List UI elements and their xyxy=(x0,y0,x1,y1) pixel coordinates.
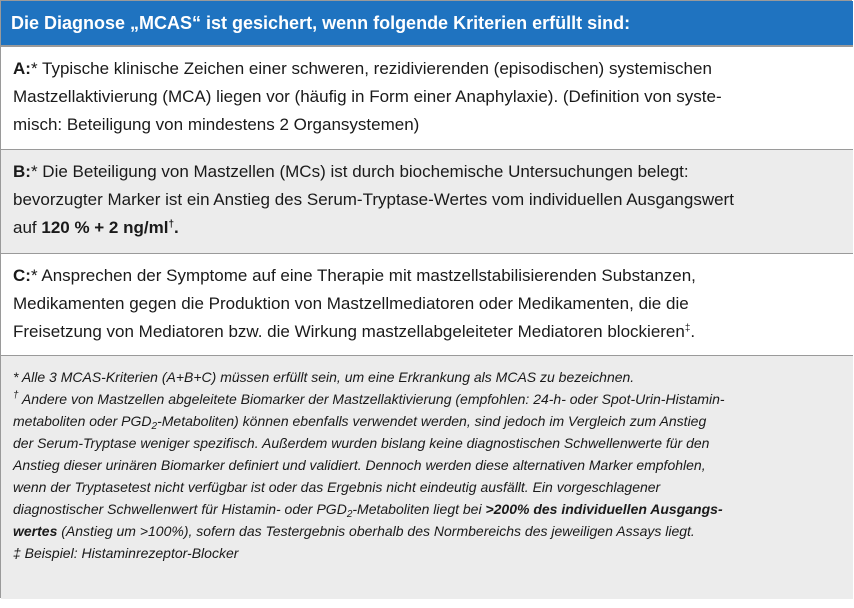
criterion-b xyxy=(1,149,853,253)
criterion-c-line-1: C:* Ansprechen der Symptome auf eine Therapie mit mastzellstabilisierenden Substanzen, xyxy=(13,266,696,285)
criterion-b-line-2: bevorzugter Marker ist ein Anstieg des Serum-Tryptase-Wertes vom individuellen Ausgangswert xyxy=(13,190,734,209)
criterion-a-line-3: misch: Beteiligung von mindestens 2 Organsystemen) xyxy=(13,115,420,134)
criterion-c-line-2: Medikamenten gegen die Produktion von Mastzellmediatoren oder Medikamenten, die die xyxy=(13,294,689,313)
table-header xyxy=(1,1,853,45)
footnotes xyxy=(1,355,853,599)
histamine-threshold: >200% des individuellen Ausgangs- xyxy=(485,501,723,517)
footnote-dagger-mark: † xyxy=(13,390,19,401)
header-title: Die Diagnose „MCAS“ ist gesichert, wenn folgende Kriterien erfüllt sind: xyxy=(11,13,631,33)
footnote-ddagger: ‡ Beispiel: Histaminrezeptor-Blocker xyxy=(13,545,239,561)
footnote-dagger: † Andere von Mastzellen abgeleitete Biomarker der Mastzellaktivierung (empfohlen: 24-h- oder Spot-Urin-Histamin- metaboliten oder $PGD_2-Metaboliten$) können ebenfalls verwendet werden, sind jedoch im Vergleich zum Anstieg der Serum-Tryptase weniger spezifisch. Außerdem wurden bislang keine diagnostischen Schwellenwerte für den Anstieg dieser urinären Biomarker definiert und validiert. Dennoch werden diese alternativen Marker empfohlen, wenn der Tryptasetest nicht verfügbar ist oder das Ergebnis nicht eindeutig ausfällt. Ein vorgeschlagener diagnostischer Schwellenwert für Histamin- oder $PGD_2$-Metaboliten liegt bei >200% des individuellen Ausgangs- wertes (Anstieg um >100%), sofern das Testergebnis oberhalb des Normbereichs des jeweiligen Assays liegt. xyxy=(13,390,725,539)
criterion-b-marker: * xyxy=(30,162,38,181)
tryptase-threshold: 120 % + 2 ng/ml xyxy=(41,218,169,237)
criterion-c-line-3: Freisetzung von Mediatoren bzw. die Wirkung mastzellabgeleiteter Mediatoren blockieren‡. xyxy=(13,322,696,341)
footnote-star: * Alle 3 MCAS-Kriterien (A+B+C) müssen erfüllt sein, um eine Erkrankung als MCAS zu bezeichnen. xyxy=(13,369,635,385)
criterion-b-line-1: B:* Die Beteiligung von Mastzellen (MCs) ist durch biochemische Untersuchungen belegt: xyxy=(13,162,689,181)
criterion-a-marker: * xyxy=(30,59,38,78)
criterion-b-label: B: xyxy=(13,162,31,181)
criterion-c-marker: * xyxy=(30,266,38,285)
criterion-c-label: C: xyxy=(13,266,31,285)
criterion-a-line-2: Mastzellaktivierung (MCA) liegen vor (häufig in Form einer Anaphylaxie). (Definition von syste- xyxy=(13,87,722,106)
criterion-a-label: A: xyxy=(13,59,31,78)
criterion-a xyxy=(1,45,853,149)
criterion-c xyxy=(1,253,853,355)
criterion-a-line-1: A:* Typische klinische Zeichen einer schweren, rezidivierenden (episodischen) systemischen xyxy=(13,59,712,78)
criterion-b-line-3: auf 120 % + 2 ng/ml†. xyxy=(13,218,179,237)
